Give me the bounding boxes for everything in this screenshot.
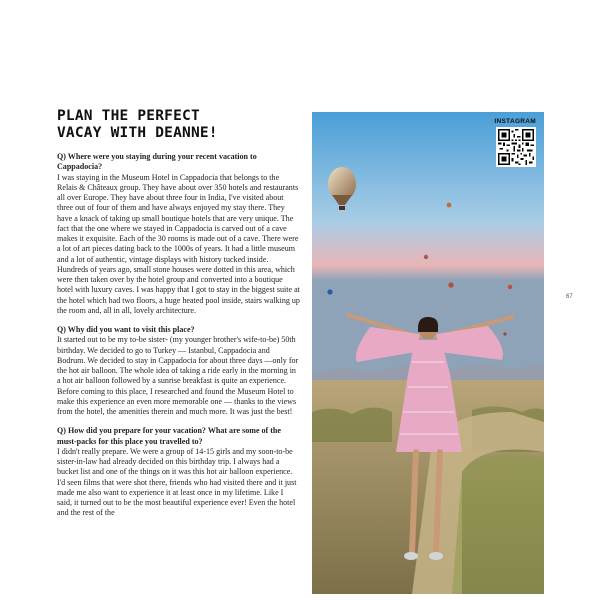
right-shoe <box>429 552 443 560</box>
qa-block <box>57 426 300 518</box>
question-text: Q) Where were you staying during your recent vacation to Cappadocia? <box>57 152 257 172</box>
question-text: Q) Why did you want to visit this place? <box>57 325 195 334</box>
qr-code-icon[interactable] <box>496 127 536 167</box>
answer-text: I was staying in the Museum Hotel in Cappadocia that belongs to the Relais & Châteaux group. They have about over 350 hotels and restaurants all over Europe. They have about three four in India, I've visited about three out of four of them and have always enjoyed my stay there. They have a knack of taking up small boutique hotels that are very unique. The fact that the one where we stayed in Cappadocia is carved out of a cave makes it exquisite. Each of the 30 rooms is made out of a cave. There were a lot of art pieces dating back to the 1000s of years. It had a little museum and a lot of authentic, vintage displays with history tucked inside. Hundreds of years ago, small stone houses were dotted in this area, which were then taken over by the hotel group and converted into a boutique hotel with luxury caves. I was happy that I got to stay in the biggest suite at the hotel which had two floors, a huge heated pool inside, stairs walking up the room and, all in all, lovely architecture. <box>57 172 300 315</box>
question-text: Q) How did you prepare for your vacation? What are some of the must-packs for this place you travelled to? <box>57 426 281 446</box>
article-title-line-1: PLAN THE PERFECT <box>57 108 200 124</box>
feature-photo <box>312 112 544 594</box>
hair <box>418 317 438 332</box>
left-leg <box>412 452 416 552</box>
answer-text: I didn't really prepare. We were a group of 14-15 girls and my soon-to-be sister-in-law had already decided on this birthday trip. I always had a bucket list and one of the things on it was this hot air balloon experience. I'd seen films that were shot there, friends who had visited there and it just made me also want to experience it at least once in my lifetime. Like I said, it turned out to be the most beautiful experience ever! Even the hotel and the rest of the <box>57 446 297 518</box>
small-balloon <box>327 289 332 294</box>
photo-illustration <box>312 112 544 594</box>
qa-block <box>57 152 300 316</box>
qa-block <box>57 325 300 417</box>
small-balloon <box>447 203 452 208</box>
left-shoe <box>404 552 418 560</box>
instagram-label: INSTAGRAM <box>494 118 536 125</box>
article-body <box>57 152 300 528</box>
small-balloon <box>448 282 453 287</box>
page-number: 67 <box>566 294 573 300</box>
grass-strip <box>452 454 544 594</box>
small-balloon <box>508 285 512 289</box>
article-title-line-2: VACAY WITH DEANNE! <box>57 125 218 141</box>
qr-pattern <box>498 129 534 165</box>
answer-text: It started out to be my to-be sister- (my younger brother's wife-to-be) 50th birthday. We decided to go to Turkey — Istanbul, Cappadocia and Bodrum. We decided to stay in Cappadocia for about three days —only for the hot air balloon. The whole idea of taking a ride early in the morning in a hot air balloon followed by a sunrise breakfast is quite an experience. Before coming to this place, I researched and found the Museum Hotel to make this experience an even more memorable one — thanks to the views from the hotel, the amenities therein and much more. It was just the best! <box>57 335 299 416</box>
small-balloon <box>503 332 506 335</box>
small-balloon <box>424 255 428 259</box>
article-title <box>57 108 307 142</box>
right-leg <box>436 452 440 552</box>
